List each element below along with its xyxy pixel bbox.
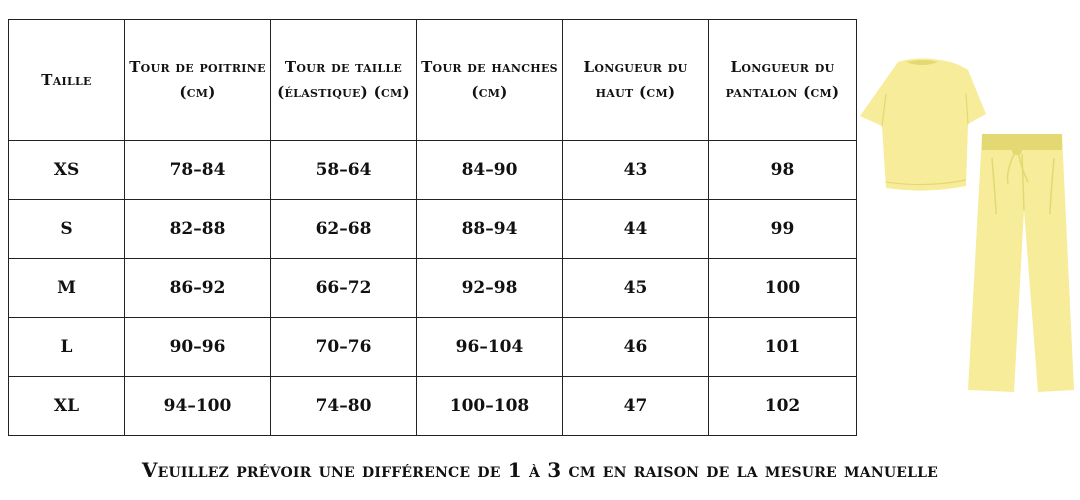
cell-hips: 84–90	[417, 141, 563, 200]
cell-pants-length: 101	[709, 318, 857, 377]
cell-size: M	[9, 259, 125, 318]
table-row	[9, 377, 857, 436]
cell-hips: 96–104	[417, 318, 563, 377]
cell-waist: 74–80	[271, 377, 417, 436]
cell-chest: 90–96	[125, 318, 271, 377]
cell-hips: 100–108	[417, 377, 563, 436]
yellow-tshirt-and-wide-pants-icon	[856, 54, 1080, 396]
cell-size: XL	[9, 377, 125, 436]
cell-top-length: 43	[563, 141, 709, 200]
cell-pants-length: 98	[709, 141, 857, 200]
table-header-row	[9, 20, 857, 141]
cell-pants-length: 99	[709, 200, 857, 259]
cell-size: L	[9, 318, 125, 377]
cell-hips: 92–98	[417, 259, 563, 318]
table-row	[9, 200, 857, 259]
measurement-note: Veuillez prévoir une différence de 1 à 3 cm en raison de la mesure manuelle	[141, 458, 939, 482]
header-hips: Tour de hanches (cm)	[417, 20, 563, 141]
cell-top-length: 47	[563, 377, 709, 436]
cell-chest: 94–100	[125, 377, 271, 436]
header-pants-length: Longueur du pantalon (cm)	[709, 20, 857, 141]
cell-chest: 78–84	[125, 141, 271, 200]
table-row	[9, 259, 857, 318]
cell-waist: 66–72	[271, 259, 417, 318]
cell-pants-length: 102	[709, 377, 857, 436]
header-chest: Tour de poitrine (cm)	[125, 20, 271, 141]
cell-size: XS	[9, 141, 125, 200]
table-row	[9, 318, 857, 377]
cell-waist: 58–64	[271, 141, 417, 200]
cell-pants-length: 100	[709, 259, 857, 318]
wide-pants-icon	[968, 134, 1074, 392]
cell-top-length: 46	[563, 318, 709, 377]
product-image	[856, 54, 1080, 396]
header-waist: Tour de taille (élastique) (cm)	[271, 20, 417, 141]
header-top-length: Longueur du haut (cm)	[563, 20, 709, 141]
cell-waist: 62–68	[271, 200, 417, 259]
table-row	[9, 141, 857, 200]
cell-hips: 88–94	[417, 200, 563, 259]
cell-top-length: 44	[563, 200, 709, 259]
cell-chest: 82–88	[125, 200, 271, 259]
size-chart-table	[8, 19, 857, 436]
cell-waist: 70–76	[271, 318, 417, 377]
tshirt-icon	[860, 58, 986, 190]
cell-top-length: 45	[563, 259, 709, 318]
cell-chest: 86–92	[125, 259, 271, 318]
cell-size: S	[9, 200, 125, 259]
header-size: Taille	[9, 20, 125, 141]
